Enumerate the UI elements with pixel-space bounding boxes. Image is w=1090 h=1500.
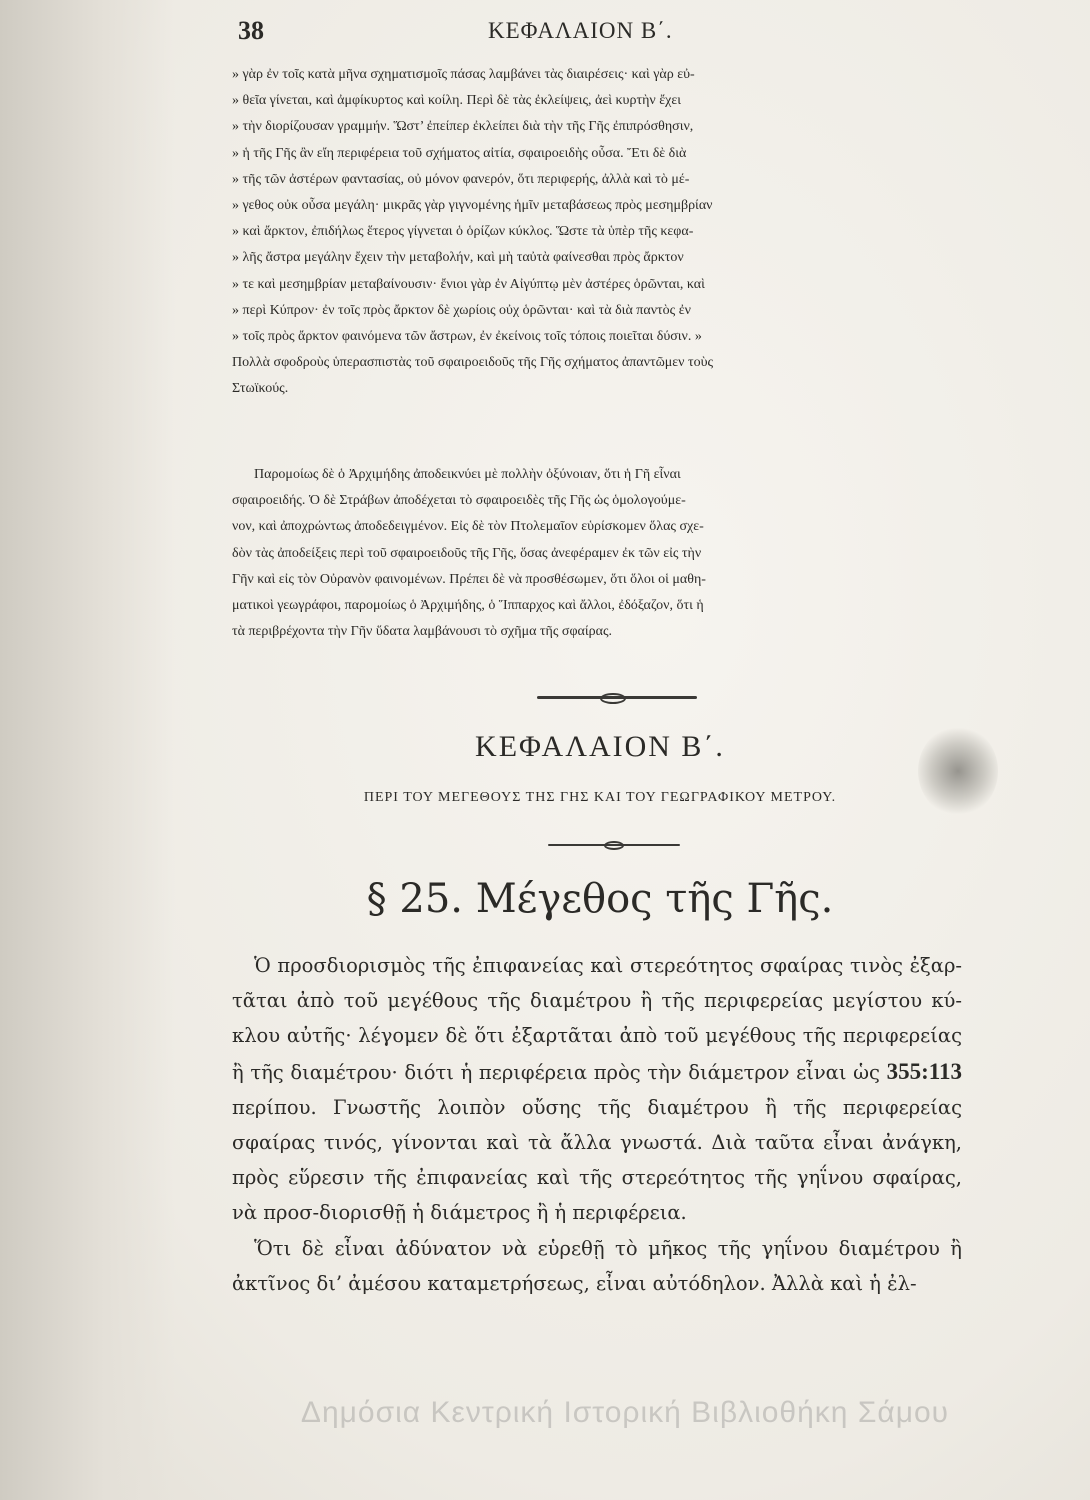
quote-line: » τὴν διορίζουσαν γραμμήν. Ὥστ’ ἐπείπερ ἐκλείπει διὰ τὴν τῆς Γῆς ἐπιπρόσθησιν, xyxy=(232,119,694,135)
section-title: § 25. Μέγεθος τῆς Γῆς. xyxy=(366,876,834,922)
chapter-title: ΚΕΦΑΛΑΙΟΝ Β΄. xyxy=(475,730,725,763)
quote-line: » τοῖς πρὸς ἄρκτον φαινόμενα τῶν ἄστρων, ἐν ἐκείνοις τοῖς τόποις ποιεῖται δύσιν. » xyxy=(232,329,702,345)
quote-line: » ἡ τῆς Γῆς ἂν εἴη περιφέρεια τοῦ σχήματος αἰτία, σφαιροειδὴς οὖσα. Ἔτι δὲ διὰ xyxy=(232,145,687,161)
quote-line: » γὰρ ἐν τοῖς κατὰ μῆνα σχηματισμοῖς πάσας λαμβάνει τὰς διαιρέσεις· καὶ γὰρ εὐ- xyxy=(232,67,695,82)
quote-line: » λῆς ἄστρα μεγάλην ἔχειν τὴν μεταβολήν, καὶ μὴ ταὐτὰ φαίνεσθαι πρὸς ἄρκτον xyxy=(232,250,684,266)
section-body xyxy=(232,948,962,1301)
paragraph-line: σφαιροειδής. Ὁ δὲ Στράβων ἀποδέχεται τὸ σφαιροειδὲς τῆς Γῆς ὡς ὁμολογούμε- xyxy=(232,493,686,509)
paragraph-line: Γῆν καὶ εἰς τὸν Οὐρανὸν φαινομένων. Πρέπει δὲ νὰ προσθέσωμεν, ὅτι ὅλοι οἱ μαθη- xyxy=(232,571,706,587)
page-header xyxy=(238,16,958,50)
body-text: περίπου. Γνωστῆς λοιπὸν οὔσης τῆς διαμέτρου ἢ τῆς περιφερείας σφαίρας τινός, γίνονται καὶ τὰ ἄλλα γνωστά. Διὰ ταῦτα εἶναι ἀνάγκη, πρὸς εὕρεσιν τῆς ἐπιφανείας καὶ τῆς στερεότητος τῆς γηΐνου σφαίρας, νὰ προσ-διορισθῇ ἡ διάμετρος ἢ ἡ περιφέρεια. xyxy=(232,1095,962,1225)
quote-line: » τῆς τῶν ἀστέρων φαντασίας, οὐ μόνον φανερόν, ὅτι περιφερής, ἀλλὰ καὶ τὸ μέ- xyxy=(232,171,690,187)
rule-ornament xyxy=(600,693,626,704)
library-watermark: Δημόσια Κεντρική Ιστορική Βιβλιοθήκη Σάμου xyxy=(300,1396,950,1429)
quote-line: » γεθος οὐκ οὖσα μεγάλη· μικρᾶς γὰρ γιγνομένης ἡμῖν μεταβάσεως πρὸς μεσημβρίαν xyxy=(232,198,713,214)
body-text: Ὁ προσδιορισμὸς τῆς ἐπιφανείας καὶ στερεότητος σφαίρας τινὸς ἐξαρ-τᾶται ἀπὸ τοῦ μεγέθους τῆς διαμέτρου ἢ τῆς περιφερείας μεγίστου κύ-κλου αὐτῆς· λέγομεν δὲ ὅτι ἐξαρτᾶται ἀπὸ τοῦ μεγέθους τῆς περιφερείας ἢ τῆς διαμέτρου· διότι ἡ περιφέρεια πρὸς τὴν διάμετρον εἶναι ὡς xyxy=(232,954,962,1084)
page-number: 38 xyxy=(238,16,264,45)
ratio-value: 355:113 xyxy=(886,1058,962,1084)
quote-line: » καὶ ἄρκτον, ἐπιδήλως ἕτερος γίγνεται ὁ ὁρίζων κύκλος. Ὥστε τὰ ὑπὲρ τῆς κεφα- xyxy=(232,224,694,240)
chapter-subtitle: ΠΕΡΙ ΤΟΥ ΜΕΓΕΘΟΥΣ ΤΗΣ ΓΗΣ ΚΑΙ ΤΟΥ ΓΕΩΓΡΑΦΙΚΟΥ ΜΕΤΡΟΥ. xyxy=(363,790,837,805)
paragraph-line: δὸν τὰς ἀποδείξεις περὶ τοῦ σφαιροειδοῦς τῆς Γῆς, ὅσας ἀνεφέραμεν ἐκ τῶν εἰς τὴν xyxy=(232,545,702,561)
archimedes-paragraph xyxy=(232,462,972,645)
quote-line: » τε καὶ μεσημβρίαν μεταβαίνουσιν· ἔνιοι γὰρ ἐν Αἰγύπτῳ μὲν ἀστέρες ὁρῶνται, καὶ xyxy=(232,276,705,292)
body-paragraph: Ὅτι δὲ εἶναι ἀδύνατον νὰ εὑρεθῇ τὸ μῆκος τῆς γηΐνου διαμέτρου ἢ ἀκτῖνος δι’ ἀμέσου καταμετρήσεως, εἶναι αὐτόδηλον. Ἀλλὰ καὶ ἡ ἐλ- xyxy=(232,1236,962,1295)
paragraph-line: ματικοὶ γεωγράφοι, παρομοίως ὁ Ἀρχιμήδης, ὁ Ἵππαρχος καὶ ἄλλοι, ἐδόξαζον, ὅτι ἡ xyxy=(232,598,704,614)
quote-line: » θεῖα γίνεται, καὶ ἀμφίκυρτος καὶ κοίλη. Περὶ δὲ τὰς ἐκλείψεις, ἀεὶ κυρτὴν ἔχει xyxy=(232,93,681,109)
running-head: ΚΕΦΑΛΑΙΟΝ Β΄. xyxy=(488,18,673,43)
quote-line: Στωϊκούς. xyxy=(232,381,289,397)
quoted-passage xyxy=(232,62,972,403)
paragraph-line: τὰ περιβρέχοντα τὴν Γῆν ὕδατα λαμβάνουσι τὸ σχῆμα τῆς σφαίρας. xyxy=(232,624,612,640)
quote-line: » περὶ Κύπρον· ἐν τοῖς πρὸς ἄρκτον δὲ χωρίοις οὐχ ὁρῶνται· καὶ τὰ διὰ παντὸς ἐν xyxy=(232,302,691,318)
quote-line: Πολλὰ σφοδροὺς ὑπερασπιστὰς τοῦ σφαιροειδοῦς τῆς Γῆς σχήματος ἀπαντῶμεν τοὺς xyxy=(232,355,714,371)
paragraph-line: νον, καὶ ἀποχρώντως ἀποδεδειγμένον. Εἰς δὲ τὸν Πτολεμαῖον εὑρίσκομεν ὅλας σχε- xyxy=(232,519,704,535)
rule-ornament xyxy=(604,841,624,850)
ink-stain xyxy=(918,726,998,816)
body-paragraph xyxy=(232,948,962,1231)
paragraph-line: Παρομοίως δὲ ὁ Ἀρχιμήδης ἀποδεικνύει μὲ πολλὴν ὀξύνοιαν, ὅτι ἡ Γῆ εἶναι xyxy=(254,467,681,482)
